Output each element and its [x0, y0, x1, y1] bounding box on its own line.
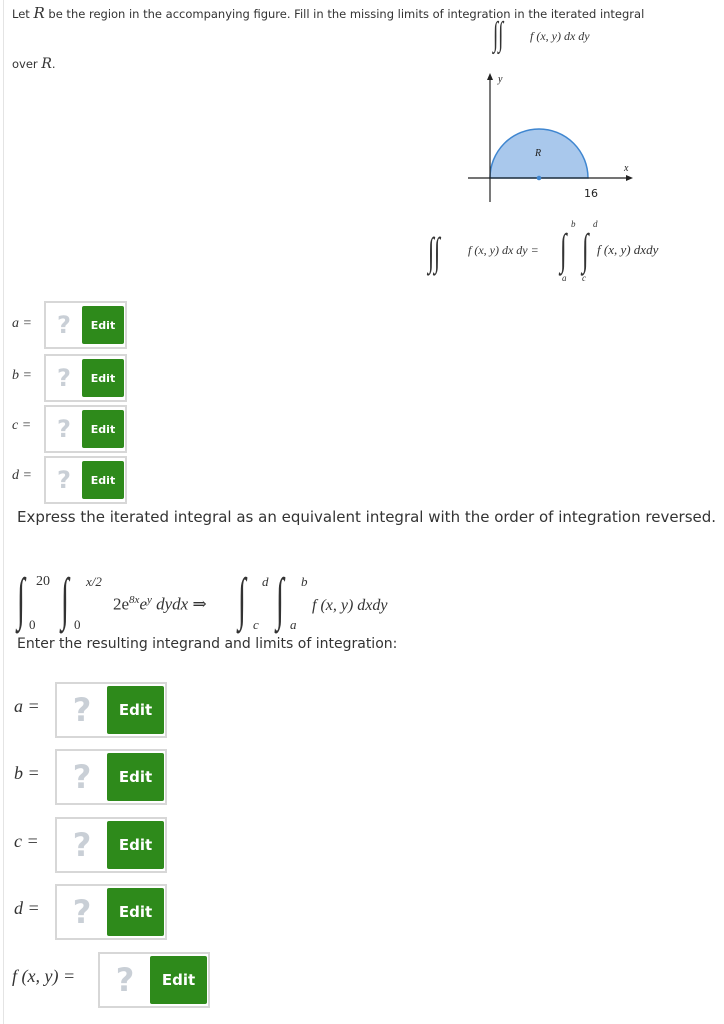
region-symbol: R [33, 4, 45, 22]
y-axis-label: y [498, 74, 503, 85]
answer2-box-b[interactable] [55, 749, 167, 805]
outer-lower-limit: 0 [29, 617, 36, 632]
rhs-integrand: f (x, y) dxdy [312, 597, 388, 614]
answer-box-d[interactable] [44, 456, 127, 504]
placeholder-icon: ? [57, 364, 71, 392]
upper-limit-d: d [593, 219, 598, 229]
field-label-b: b = [12, 368, 32, 383]
field2-label-d: d = [14, 898, 40, 918]
edit-button-a[interactable]: Edit [82, 306, 124, 344]
rhs-integral-outer: ∫ [560, 225, 567, 274]
inner-lower-limit: 0 [74, 617, 81, 632]
edit-button-b[interactable]: Edit [82, 359, 124, 397]
x-axis-label: x [624, 163, 629, 174]
answer2-box-c[interactable] [55, 817, 167, 873]
region-label: R [535, 148, 542, 159]
equation-rhs: f (x, y) dxdy [597, 242, 659, 257]
upper-limit-b: b [571, 219, 576, 229]
answer-box-b[interactable] [44, 354, 127, 402]
period: . [51, 57, 56, 71]
intro-text: Let [12, 7, 34, 21]
inner-upper-limit: x/2 [86, 574, 102, 589]
double-integral-sign: ∫∫ [493, 16, 504, 53]
y-axis-arrow [487, 73, 493, 80]
integrand-expression [113, 594, 207, 615]
outer-upper-limit: 20 [36, 574, 50, 589]
region-figure [460, 70, 650, 210]
answer-box-a[interactable] [44, 301, 127, 349]
left-border [3, 0, 4, 1024]
integrand-coef: 2e [113, 594, 130, 614]
rhs-lower-c: c [253, 617, 259, 632]
equation-lhs: f (x, y) dx dy = [468, 243, 539, 257]
outer-integral-sign: ∫ [17, 566, 25, 631]
field2-label-b: b = [14, 763, 40, 783]
rhs-outer-integral-sign: ∫ [238, 566, 246, 631]
rhs-upper-d: d [262, 574, 269, 589]
exponent-8x: 8x [129, 594, 140, 606]
differentials-arrow: dydx ⇒ [151, 594, 207, 614]
placeholder-icon: ? [57, 415, 71, 443]
field2-label-a: a = [14, 696, 40, 716]
region-symbol: R [41, 56, 52, 72]
field2-label-c: c = [14, 831, 39, 851]
question-intro [12, 4, 644, 22]
answer2-box-f[interactable] [98, 952, 210, 1008]
answer2-box-a[interactable] [55, 682, 167, 738]
rhs-integral-inner: ∫ [582, 225, 589, 274]
rhs-inner-integral-sign: ∫ [276, 566, 284, 631]
answer2-box-d[interactable] [55, 884, 167, 940]
tick-label-16: 16 [584, 187, 598, 200]
lower-limit-c: c [582, 273, 586, 283]
integrand-small: f (x, y) dx dy [530, 29, 590, 43]
part2-prompt: Enter the resulting integrand and limits of integration: [17, 636, 398, 652]
edit-button-d[interactable]: Edit [82, 461, 124, 499]
center-point [537, 176, 542, 181]
edit2-button-f[interactable]: Edit [150, 956, 207, 1004]
part2-instruction: Express the iterated integral as an equivalent integral with the order of integration reversed. [17, 508, 717, 526]
edit2-button-c[interactable]: Edit [107, 821, 164, 869]
edit2-button-a[interactable]: Edit [107, 686, 164, 734]
placeholder-icon: ? [72, 826, 92, 864]
integrand-e: e [139, 594, 147, 614]
lower-limit-a: a [562, 273, 567, 283]
placeholder-icon: ? [57, 466, 71, 494]
field-label-c: c = [12, 418, 32, 433]
placeholder-icon: ? [72, 691, 92, 729]
placeholder-icon: ? [72, 893, 92, 931]
over-region-text [12, 56, 56, 72]
field-label-a: a = [12, 316, 32, 331]
intro-text-rest: be the region in the accompanying figure. Fill in the missing limits of integration in the iterated integral [44, 7, 645, 21]
answer-box-c[interactable] [44, 405, 127, 453]
field-label-d: d = [12, 468, 32, 483]
placeholder-icon: ? [115, 961, 135, 999]
lhs-double-integral: ∫∫ [428, 229, 441, 274]
edit-button-c[interactable]: Edit [82, 410, 124, 448]
rhs-upper-b: b [301, 574, 308, 589]
rhs-lower-a: a [290, 617, 297, 632]
inner-integral-sign: ∫ [61, 566, 69, 631]
exponent-y: y [146, 594, 152, 606]
edit2-button-b[interactable]: Edit [107, 753, 164, 801]
placeholder-icon: ? [57, 311, 71, 339]
x-axis-arrow [626, 175, 633, 181]
over-text: over [12, 57, 42, 71]
placeholder-icon: ? [72, 758, 92, 796]
edit2-button-d[interactable]: Edit [107, 888, 164, 936]
field2-label-f: f (x, y) = [12, 966, 76, 986]
